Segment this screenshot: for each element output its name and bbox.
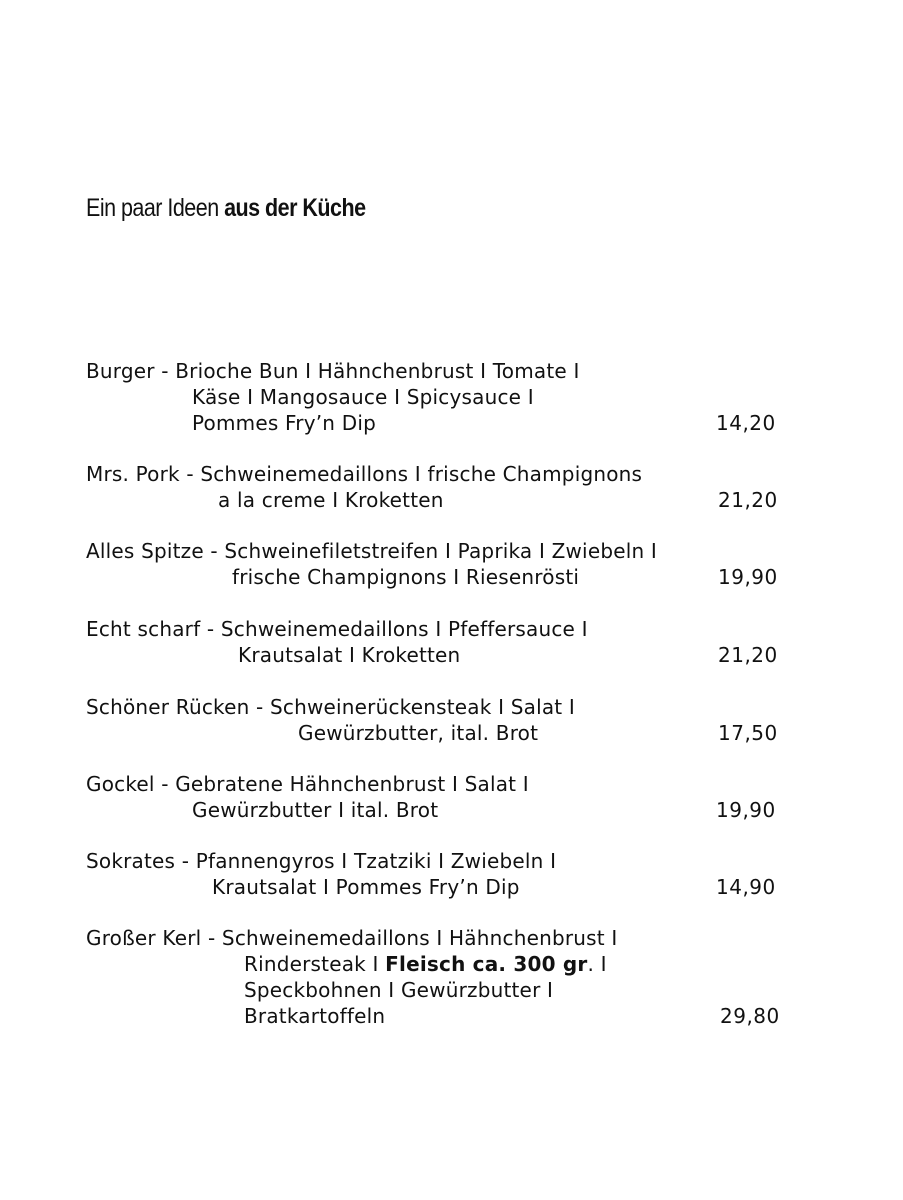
- item-line: Gewürzbutter I ital. Brot: [192, 798, 439, 822]
- item-line: Alles Spitze - Schweinefiletstreifen I Paprika I Zwiebeln I: [86, 539, 658, 563]
- item-price: 21,20: [718, 488, 778, 512]
- item-price: 17,50: [718, 721, 778, 745]
- item-price: 14,90: [716, 875, 776, 899]
- item-line: Pommes Fry’n Dip: [192, 411, 376, 435]
- page-title: [86, 194, 366, 223]
- title-normal: Ein paar Ideen: [86, 194, 225, 222]
- item-line: Krautsalat I Pommes Fry’n Dip: [212, 875, 520, 899]
- item-line-post: . I: [587, 952, 607, 976]
- item-line: Krautsalat I Kroketten: [238, 643, 461, 667]
- item-price: 21,20: [718, 643, 778, 667]
- item-line: Bratkartoffeln: [244, 1004, 386, 1028]
- item-line-rindersteak: [244, 951, 607, 977]
- item-line-bold: Fleisch ca. 300 gr: [385, 952, 588, 976]
- item-line: Gockel - Gebratene Hähnchenbrust I Salat I: [86, 772, 529, 796]
- item-price: 19,90: [718, 565, 778, 589]
- item-line: Käse I Mangosauce I Spicysauce I: [192, 385, 534, 409]
- item-line: Burger - Brioche Bun I Hähnchenbrust I Tomate I: [86, 359, 580, 383]
- item-line: a la creme I Kroketten: [218, 488, 444, 512]
- item-line: Großer Kerl - Schweinemedaillons I Hähnchenbrust I: [86, 926, 618, 950]
- item-line: Speckbohnen I Gewürzbutter I: [244, 978, 554, 1002]
- item-line: Gewürzbutter, ital. Brot: [298, 721, 539, 745]
- item-line: frische Champignons I Riesenrösti: [232, 565, 580, 589]
- item-line: Mrs. Pork - Schweinemedaillons I frische Champignons: [86, 462, 643, 486]
- item-line: Schöner Rücken - Schweinerückensteak I Salat I: [86, 695, 576, 719]
- item-line-pre: Rindersteak I: [244, 952, 386, 976]
- item-line: Echt scharf - Schweinemedaillons I Pfeffersauce I: [86, 617, 588, 641]
- item-price: 19,90: [716, 798, 776, 822]
- item-line: Sokrates - Pfannengyros I Tzatziki I Zwiebeln I: [86, 849, 557, 873]
- item-price: 29,80: [720, 1004, 780, 1028]
- item-price: 14,20: [716, 411, 776, 435]
- title-bold: aus der Küche: [224, 194, 366, 222]
